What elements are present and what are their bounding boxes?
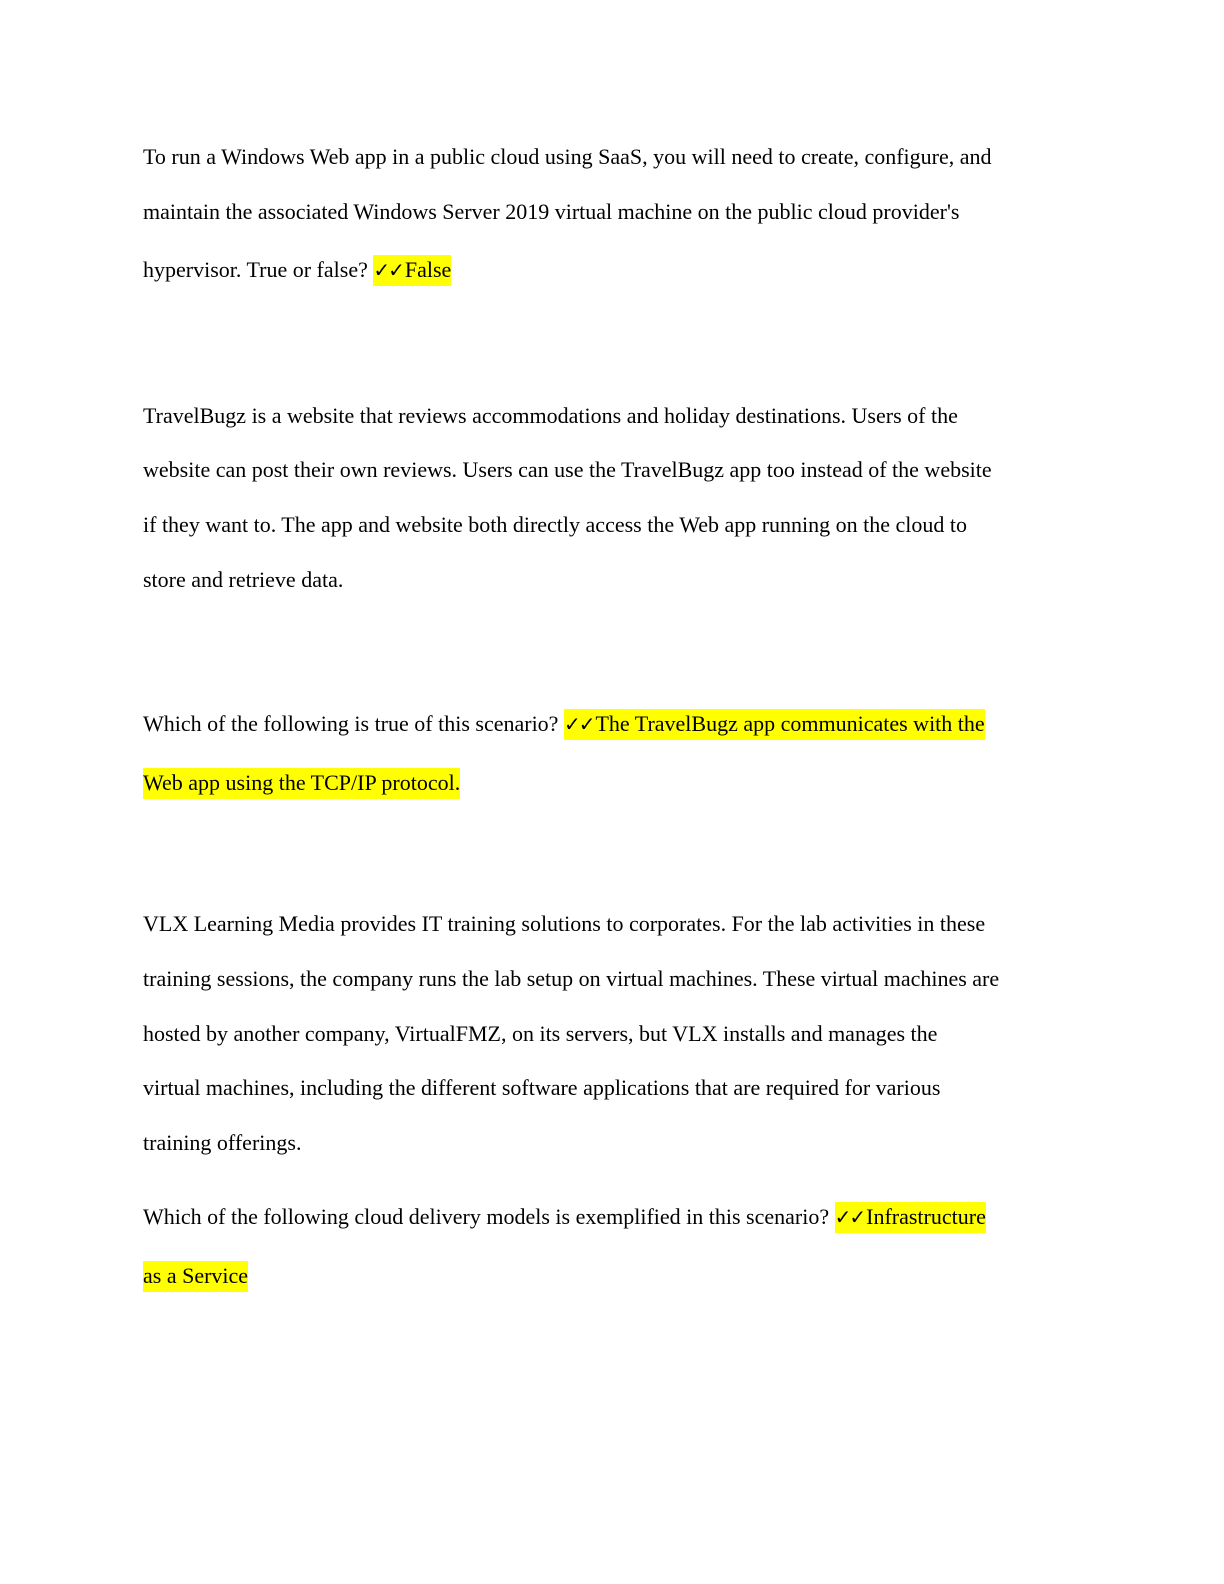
q3-answer-part-1: Infrastructure	[866, 1204, 986, 1229]
q2-scenario-line-4: store and retrieve data.	[143, 567, 344, 592]
q2-answer-highlight	[564, 709, 985, 740]
q3-scenario-line-3: hosted by another company, VirtualFMZ, on its servers, but VLX installs and manages the	[143, 1021, 938, 1046]
double-check-icon: ✓✓	[563, 712, 594, 736]
q3-answer-line-2	[143, 1261, 248, 1291]
q1-question-end: hypervisor. True or false?	[143, 257, 374, 282]
q3-scenario-line-2: training sessions, the company runs the lab setup on virtual machines. These virtual machines are	[143, 966, 1000, 991]
q1-line-3	[143, 255, 451, 285]
double-check-icon: ✓✓	[834, 1205, 865, 1229]
q3-question-line	[143, 1202, 986, 1232]
q3-answer-highlight	[835, 1202, 986, 1233]
q3-scenario-line-4: virtual machines, including the different software applications that are required for various	[143, 1075, 941, 1100]
q2-scenario-line-3: if they want to. The app and website both directly access the Web app running on the cloud to	[143, 512, 968, 537]
q2-answer-line-2	[143, 768, 460, 798]
q2-scenario-line-2: website can post their own reviews. Users can use the TravelBugz app too instead of the website	[143, 457, 992, 482]
q2-answer-part-1: The TravelBugz app communicates with the	[595, 711, 985, 736]
q2-answer-part-2: Web app using the TCP/IP protocol.	[143, 768, 460, 799]
q2-scenario-line-1: TravelBugz is a website that reviews accommodations and holiday destinations. Users of the	[143, 403, 958, 428]
double-check-icon: ✓✓	[373, 258, 403, 282]
q3-scenario-line-5: training offerings.	[143, 1130, 302, 1155]
q3-scenario-line-1: VLX Learning Media provides IT training solutions to corporates. For the lab activities in these	[143, 911, 986, 936]
q3-question: Which of the following cloud delivery models is exemplified in this scenario?	[143, 1204, 835, 1229]
q2-question: Which of the following is true of this scenario?	[143, 711, 564, 736]
q2-question-line	[143, 709, 985, 739]
q1-answer-highlight	[373, 255, 451, 286]
q1-line-2: maintain the associated Windows Server 2019 virtual machine on the public cloud provider's	[143, 199, 960, 224]
q1-answer: False	[404, 257, 452, 282]
q3-answer-part-2: as a Service	[143, 1261, 248, 1292]
q1-line-1: To run a Windows Web app in a public cloud using SaaS, you will need to create, configure, and	[143, 144, 992, 169]
